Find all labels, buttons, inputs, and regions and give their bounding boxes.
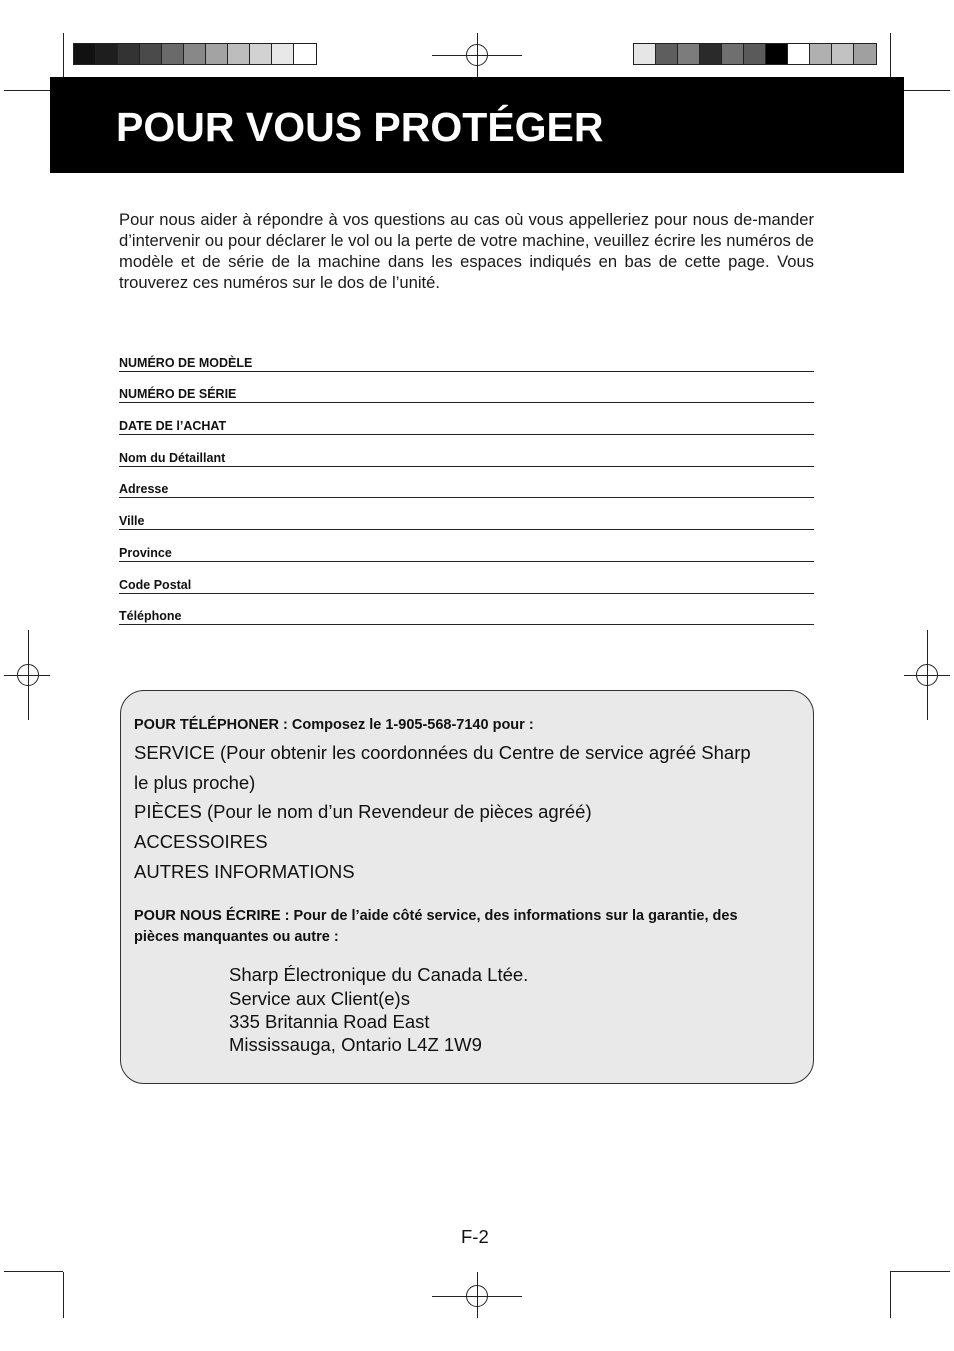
address-line: Mississauga, Ontario L4Z 1W9 [229,1034,482,1055]
field-model-number [119,353,814,372]
color-swatch [184,44,206,64]
color-swatch [832,44,854,64]
address-line: 335 Britannia Road East [229,1011,430,1032]
color-swatch [272,44,294,64]
field-province [119,543,814,562]
color-swatch [74,44,96,64]
field-telephone [119,606,814,625]
field-label: Nom du Détaillant [119,451,226,465]
parts-line: PIÈCES (Pour le nom d’un Revendeur de pièces agréé) [134,801,592,822]
phone-heading: POUR TÉLÉPHONER : Composez le 1-905-568-7140 pour : [134,717,534,733]
title-banner [50,77,904,173]
color-swatch [678,44,700,64]
color-swatch [656,44,678,64]
field-serial-number [119,384,814,403]
field-purchase-date [119,416,814,435]
color-swatch [700,44,722,64]
field-label: NUMÉRO DE SÉRIE [119,387,237,401]
color-swatch [810,44,832,64]
service-line-1: SERVICE (Pour obtenir les coordonnées du Centre de service agréé Sharp [134,742,751,763]
color-swatch [294,44,316,64]
field-label: Province [119,546,172,560]
field-address [119,479,814,498]
color-swatch [788,44,810,64]
color-swatch [766,44,788,64]
field-dealer-name [119,448,814,467]
contact-info-box [120,690,814,1084]
field-label: DATE DE l’ACHAT [119,419,227,433]
color-swatch [162,44,184,64]
field-label: Code Postal [119,578,192,592]
field-city [119,511,814,530]
color-swatch [250,44,272,64]
color-swatch [722,44,744,64]
field-label: Téléphone [119,609,182,623]
accessories-line: ACCESSOIRES [134,831,268,852]
color-swatch [228,44,250,64]
field-label: Ville [119,514,145,528]
write-heading-line-1: POUR NOUS ÉCRIRE : Pour de l’aide côté service, des informations sur la garantie, des [134,908,738,924]
color-swatch [744,44,766,64]
color-swatch [634,44,656,64]
write-heading-line-2: pièces manquantes ou autre : [134,929,339,945]
field-label: Adresse [119,482,169,496]
field-label: NUMÉRO DE MODÈLE [119,356,253,370]
address-line: Service aux Client(e)s [229,988,410,1009]
color-swatch-strip-left [73,43,317,65]
field-postal-code [119,575,814,594]
page-number: F-2 [461,1226,489,1247]
color-swatch [140,44,162,64]
color-swatch [206,44,228,64]
color-swatch [96,44,118,64]
page-title: POUR VOUS PROTÉGER [116,104,604,150]
color-swatch [854,44,876,64]
color-swatch-strip-right [633,43,877,65]
address-line: Sharp Électronique du Canada Ltée. [229,964,529,985]
intro-paragraph: Pour nous aider à répondre à vos questions au cas où vous appelleriez pour nous de-mander d’intervenir ou pour déclarer le vol ou la perte de votre machine, veuillez écrire les numéros de modèle et de série de la machine dans les espaces indiqués en bas de cette page. Vous trouverez ces numéros sur le dos de l’unité. [119,210,814,292]
other-info-line: AUTRES INFORMATIONS [134,861,355,882]
service-line-2: le plus proche) [134,772,256,793]
color-swatch [118,44,140,64]
